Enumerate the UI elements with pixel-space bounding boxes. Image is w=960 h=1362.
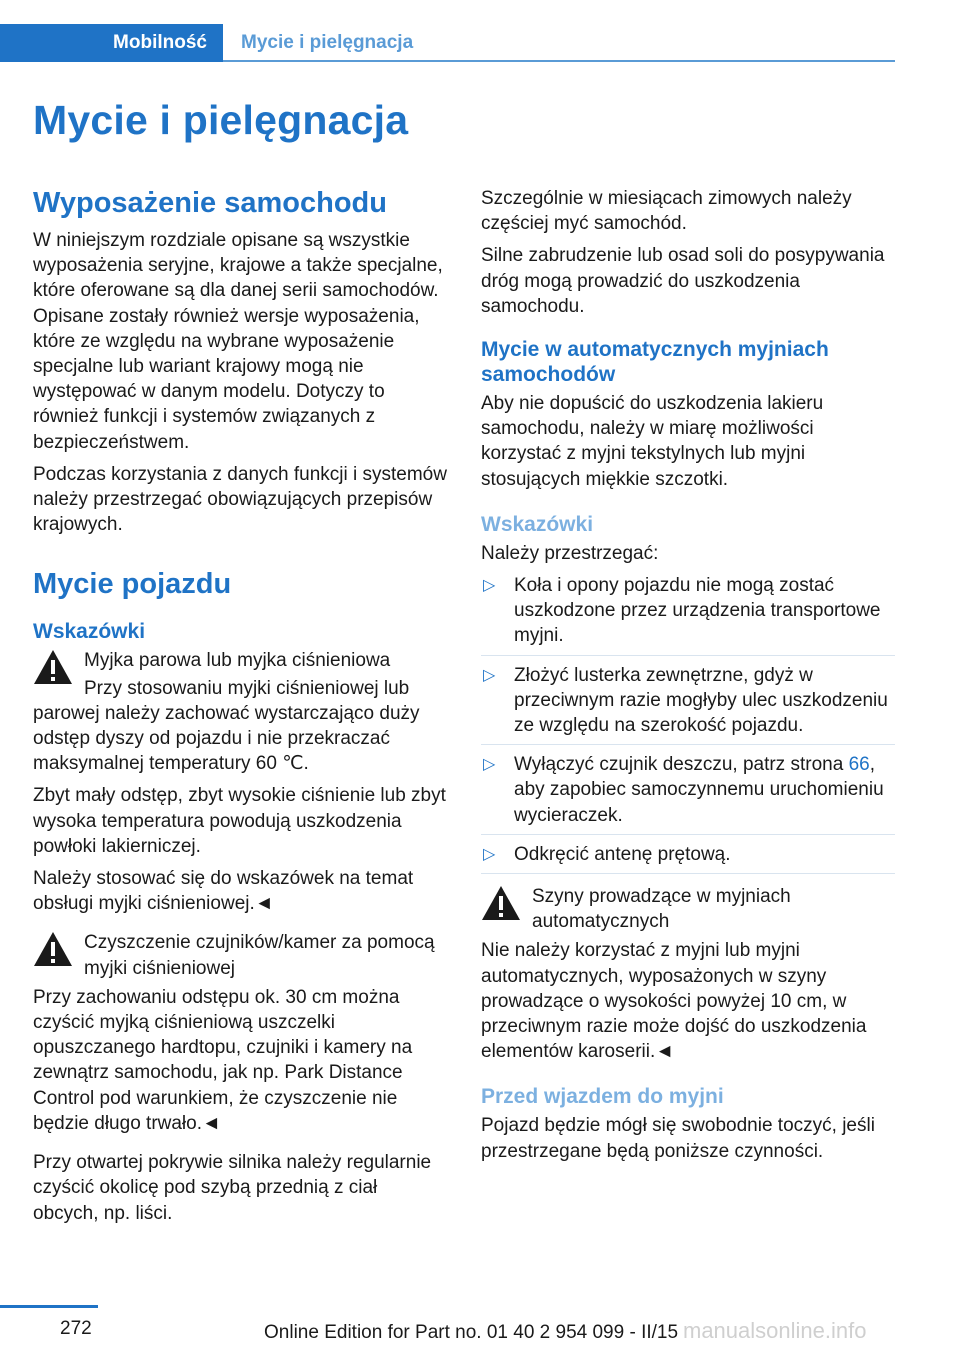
list-item-text: Wyłączyć czujnik deszczu, patrz strona xyxy=(514,754,849,776)
minor-title-wskazowki: Wskazówki xyxy=(481,512,594,536)
bullet-list xyxy=(481,573,895,874)
tab-mobilnosc[interactable] xyxy=(0,24,223,62)
section-title-wyposazenie: Wyposażenie samochodu xyxy=(33,187,387,219)
paragraph: Przy otwartej pokrywie silnika należy regularnie czyścić okolicę pod szybą przednią z ciał obcych, np. liści. xyxy=(33,1152,432,1224)
list-item xyxy=(481,842,895,874)
subsection-title-wskazowki: Wskazówki xyxy=(33,620,146,644)
warning-title: Szyny prowadzące w myjniach automatycznych xyxy=(532,886,791,933)
section-title-mycie-pojazdu: Mycie pojazdu xyxy=(33,568,232,601)
warning-triangle-icon xyxy=(33,649,73,685)
warning-text: Przy stosowaniu myjki ciśnieniowej lub parowej należy zachować wystarczająco duży odstęp dyszy od pojazdu i nie przekraczać maksymalnej temperatury 60 ℃. xyxy=(33,677,420,775)
warning-block xyxy=(33,648,448,673)
list-item xyxy=(481,573,895,656)
warning-text: Przy zachowaniu odstępu ok. 30 cm można czyścić myjką ciśnieniową uszczelki opuszczanego hardtopu, czujniki i kamery na zewnątrz samochodu, jak np. Park Distance Control pod warunkiem, że czyszczenie nie będzie długo trwało.◄ xyxy=(33,986,413,1134)
bullet-triangle-icon: ▷ xyxy=(483,666,496,684)
warning-text: Należy stosować się do wskazówek na temat obsługi myjki ciśnieniowej.◄ xyxy=(33,868,414,915)
page-link-66[interactable]: 66 xyxy=(848,754,870,776)
warning-text: Nie należy korzystać z myjni lub myjni automatycznych, wyposażonych w szyny prowadzące o wysokości powyżej 10 cm, w przeciwnym razie może dojść do uszkodzenia elementów karoserii.◄ xyxy=(481,940,867,1063)
left-column xyxy=(33,186,448,1233)
list-item-text: Złożyć lusterka zewnętrzne, gdyż w przeciwnym razie mogłyby ulec uszkodzeniu ze względu na szerokość pojazdu. xyxy=(514,664,888,737)
paragraph: Szczególnie w miesiącach zimowych należy częściej myć samochód. xyxy=(481,188,852,235)
watermark: manualsonline.info xyxy=(683,1318,867,1343)
page-title: Mycie i pielęgnacja xyxy=(33,97,409,143)
bullet-triangle-icon: ▷ xyxy=(483,845,496,863)
bullet-triangle-icon: ▷ xyxy=(483,577,496,595)
footer-rule xyxy=(0,1305,98,1308)
paragraph: W niniejszym rozdziale opisane są wszystkie wyposażenia seryjne, krajowe a także specjalne, które oferowane są dla danej serii samochodów. Opisane zostały również wersje wyposażenia, które ze względu na wybrane wyposażenie specjalne lub wariant krajowy mogą nie występować w danym modelu. Dotyczy to również funkcji i systemów związanych z bezpieczeństwem. xyxy=(33,230,443,453)
tab-mycie[interactable]: Mycie i pielęgnacja xyxy=(241,32,414,53)
list-item xyxy=(481,663,895,746)
warning-text: Zbyt mały odstęp, zbyt wysokie ciśnienie lub zbyt wysoka temperatura powodują uszkodzenia powłoki lakierniczej. xyxy=(33,785,446,857)
warning-title: Czyszczenie czujników/kamer za pomocą myjki ciśnieniowej xyxy=(84,932,435,979)
list-item-text: Odkręcić antenę prętową. xyxy=(514,843,731,865)
list-item xyxy=(481,752,895,835)
header-tabs xyxy=(0,24,895,62)
list-item-text: Koła i opony pojazdu nie mogą zostać uszkodzone przez urządzenia transportowe myjni. xyxy=(514,575,881,647)
page-number: 272 xyxy=(60,1318,92,1339)
paragraph: Podczas korzystania z danych funkcji i systemów należy przestrzegać obowiązujących przepisów krajowych. xyxy=(33,463,447,536)
warning-block xyxy=(481,884,895,934)
tab-mobilnosc-label: Mobilność xyxy=(113,32,207,53)
paragraph: Aby nie dopuścić do uszkodzenia lakieru samochodu, należy w miarę możliwości korzystać z myjni tekstylnych lub myjni stosujących miękkie szczotki. xyxy=(481,393,824,490)
list-item-text: , aby zapobiec samoczynnemu uruchomieniu wycieraczek. xyxy=(514,754,884,826)
paragraph: Pojazd będzie mógł się swobodnie toczyć, jeśli przestrzegane będą poniższe czynności. xyxy=(481,1115,875,1162)
tab-underline xyxy=(223,60,895,62)
warning-triangle-icon xyxy=(33,931,73,967)
subsection-title-myjnie: Mycie w automatycznych myjniach samochodów xyxy=(481,338,829,387)
warning-triangle-icon xyxy=(481,885,521,921)
warning-block xyxy=(33,930,448,980)
paragraph: Należy przestrzegać: xyxy=(481,542,659,564)
edition-text: Online Edition for Part no. 01 40 2 954 099 - II/15 xyxy=(264,1322,679,1343)
minor-title-przed-wjazdem: Przed wjazdem do myjni xyxy=(481,1085,724,1109)
warning-title: Myjka parowa lub myjka ciśnieniowa xyxy=(84,650,391,672)
right-column xyxy=(481,186,895,1171)
bullet-triangle-icon: ▷ xyxy=(483,756,496,774)
paragraph: Silne zabrudzenie lub osad soli do posypywania dróg mogą prowadzić do uszkodzenia samochodu. xyxy=(481,245,885,317)
